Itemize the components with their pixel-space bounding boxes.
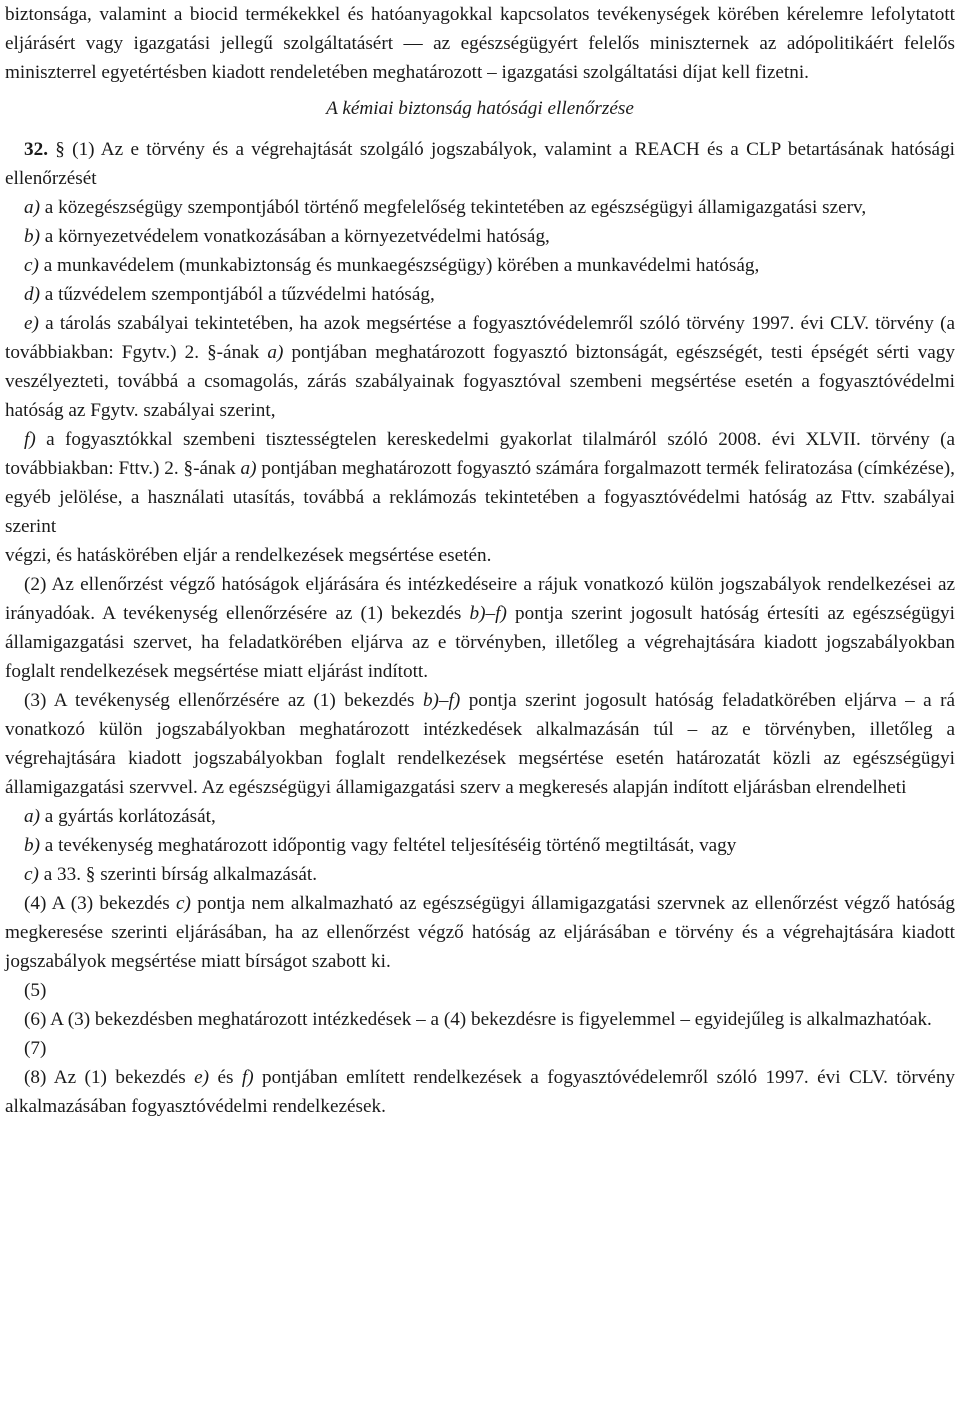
paragraph-4: (4) A (3) bekezdés c) pontja nem alkalmazható az egészségügyi államigazgatási szervnek az ellenőrzést végző hatóság megkeresése szerinti eljárásában, ha az ellenőrzést végző hatóság az eljárásában e törvény és a végrehajtására kiadott jogszabályok megsértése miatt bírságot szabott ki. [5, 893, 955, 972]
list-item: b) a környezetvédelem vonatkozásában a környezetvédelmi hatóság, [24, 226, 550, 247]
paragraph-2: (2) Az ellenőrzést végző hatóságok eljárására és intézkedéseire a rájuk vonatkozó külön jogszabályok rendelkezései az irányadóak. A tevékenység ellenőrzésére az (1) bekezdés b)–f) pontja szerint jogosult hatóság értesíti az egészségügyi államigazgatási szervet, ha feladatkörében eljárva az e törvényben, illetőleg a végrehajtására kiadott jogszabályokban foglalt rendelkezések megsértése miatt eljárást indított. [5, 574, 955, 682]
item-label: b) [24, 835, 40, 856]
list-item: c) a 33. § szerinti bírság alkalmazását. [24, 864, 318, 885]
item-label: c) [24, 255, 39, 276]
item-label: f) [24, 429, 36, 450]
item-label: e) [24, 313, 39, 334]
intro-paragraph: biztonsága, valamint a biocid termékekkel és hatóanyagokkal kapcsolatos tevékenységek körében kérelemre lefolytatott eljárásért vagy igazgatási jellegű szolgáltatásért — az egészségügyért felelős miniszternek az adópolitikáért felelős miniszterrel egyetértésben kiadott rendeletében meghatározott – igazgatási szolgáltatási díjat kell fizetni. [5, 4, 955, 83]
list-item-f: f) a fogyasztókkal szembeni tisztességtelen kereskedelmi gyakorlat tilalmáról szóló 2008. évi XLVII. törvény (a továbbiakban: Fttv.) 2. §-ának a) pontjában meghatározott fogyasztó számára forgalmazott termék feliratozása (címkézése), egyéb jelölése, a használati utasítás, továbbá a reklámozás tekintetében a fogyasztóvédelmi hatóság az Fttv. szabályai szerint [5, 429, 955, 537]
section-heading: A kémiai biztonság hatósági ellenőrzése [326, 98, 634, 119]
item-ref: f) [241, 1067, 254, 1088]
item-label: a) [24, 806, 40, 827]
paragraph-7: (7) [24, 1038, 47, 1059]
item-ref: a) [267, 342, 284, 363]
item-ref: e) [194, 1067, 210, 1088]
paragraph-6: (6) A (3) bekezdésben meghatározott intézkedések – a (4) bekezdésre is figyelemmel – egyidejűleg is alkalmazhatóak. [24, 1009, 932, 1030]
item-label: b) [24, 226, 40, 247]
item-label: a) [24, 197, 40, 218]
paragraph-1: 32. § (1) Az e törvény és a végrehajtását szolgáló jogszabályok, valamint a REACH és a CLP betartásának hatósági ellenőrzését [5, 139, 955, 189]
section-number: 32. [24, 139, 48, 160]
document-page [5, 0, 955, 1121]
paragraph-8: (8) Az (1) bekezdés e) és f) pontjában említett rendelkezések a fogyasztóvédelemről szóló 1997. évi CLV. törvény alkalmazásában fogyasztóvédelmi rendelkezések. [5, 1067, 956, 1117]
list-item: a) a közegészségügy szempontjából történő megfelelőség tekintetében az egészségügyi államigazgatási szerv, [24, 197, 867, 218]
item-label: c) [24, 864, 39, 885]
item-label: d) [24, 284, 40, 305]
list-item: a) a gyártás korlátozását, [24, 806, 216, 827]
paragraph-5: (5) [24, 980, 47, 1001]
list-item: d) a tűzvédelem szempontjából a tűzvédelmi hatóság, [24, 284, 435, 305]
item-ref: a) [240, 458, 257, 479]
item-ref: b)–f) [422, 690, 461, 711]
list-item: b) a tevékenység meghatározott időpontig vagy feltétel teljesítéséig történő megtiltását, vagy [24, 835, 737, 856]
list-item: c) a munkavédelem (munkabiztonság és munkaegészségügy) körében a munkavédelmi hatóság, [24, 255, 760, 276]
item-ref: b)–f) [469, 603, 507, 624]
list-item-e: e) a tárolás szabályai tekintetében, ha azok megsértése a fogyasztóvédelemről szóló törvény 1997. évi CLV. törvény (a továbbiakban: Fgytv.) 2. §-ának a) pontjában meghatározott fogyasztó biztonságát, egészségét, testi épségét sérti vagy veszélyezteti, továbbá a csomagolás, zárás szabályainak fogyasztóval szembeni megsértése esetén a fogyasztóvédelmi hatóság az Fgytv. szabályai szerint, [5, 313, 955, 421]
paragraph-3: (3) A tevékenység ellenőrzésére az (1) bekezdés b)–f) pontja szerint jogosult hatóság feladatkörében eljárva – a rá vonatkozó külön jogszabályokban meghatározott intézkedések alkalmazásán túl – az e törvényben, illetőleg a végrehajtására kiadott jogszabályokban foglalt rendelkezések megsértése esetén határozatát közli az egészségügyi államigazgatási szervvel. Az egészségügyi államigazgatási szerv a megkeresés alapján indított eljárásban elrendelheti [5, 690, 955, 798]
item-ref: c) [176, 893, 191, 914]
paragraph-1-closing: végzi, és hatáskörében eljár a rendelkezések megsértése esetén. [5, 545, 492, 566]
